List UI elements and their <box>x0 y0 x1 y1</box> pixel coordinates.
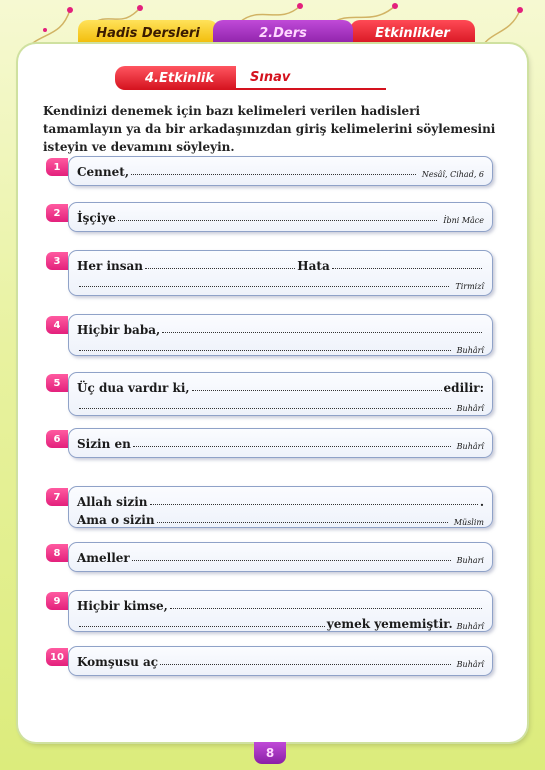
fill-in-item[interactable] <box>68 542 493 572</box>
fill-in-item[interactable] <box>68 156 493 186</box>
answer-blank[interactable] <box>133 446 451 447</box>
answer-blank[interactable] <box>332 268 482 269</box>
item-number: 2 <box>46 204 68 222</box>
item-source: Buhârî <box>456 442 484 451</box>
answer-blank[interactable] <box>157 522 448 523</box>
tab-ders[interactable]: 2.Ders <box>213 20 353 46</box>
answer-blank[interactable] <box>132 560 451 561</box>
instructions-text: Kendinizi denemek için bazı kelimeleri verilen hadisleri tamamlayın ya da bir arkadaşınızdan giriş kelimelerini söylemesini isteyin ve devamını söyleyin. <box>43 104 496 154</box>
fill-in-item[interactable] <box>68 372 493 416</box>
answer-blank[interactable] <box>79 626 325 627</box>
item-number: 9 <box>46 592 68 610</box>
answer-blank[interactable] <box>145 268 295 269</box>
item-end: . <box>479 495 484 509</box>
activity-badge: 4.Etkinlik <box>115 66 236 90</box>
item-source: Tirmizî <box>455 282 484 291</box>
answer-blank[interactable] <box>79 286 449 287</box>
activity-heading <box>115 66 386 90</box>
fill-in-item[interactable] <box>68 202 493 232</box>
fill-in-item[interactable] <box>68 428 493 458</box>
answer-blank[interactable] <box>118 220 437 221</box>
fill-in-item[interactable] <box>68 590 493 632</box>
item-prompt: Allah sizin <box>77 495 148 509</box>
answer-blank[interactable] <box>79 408 451 409</box>
answer-blank[interactable] <box>79 350 451 351</box>
page-number: 8 <box>254 742 286 764</box>
item-source: İbni Mâce <box>443 216 484 225</box>
item-source: Buhârî <box>456 622 484 631</box>
item-prompt: Üç dua vardır ki, <box>77 381 190 395</box>
item-source: Nesâî, Cihad, 6 <box>421 170 484 179</box>
item-prompt: Hiçbir kimse, <box>77 599 168 613</box>
item-source: Buhârî <box>456 346 484 355</box>
answer-blank[interactable] <box>160 664 451 665</box>
tab-hadis-dersleri[interactable]: Hadis Dersleri <box>78 20 218 46</box>
fill-in-item[interactable] <box>68 250 493 296</box>
answer-blank[interactable] <box>131 174 416 175</box>
item-end: edilir: <box>443 381 484 395</box>
fill-in-item[interactable] <box>68 486 493 528</box>
item-prompt: Her insan <box>77 259 144 273</box>
item-number: 10 <box>46 648 68 666</box>
answer-blank[interactable] <box>150 504 478 505</box>
fill-in-item[interactable] <box>68 646 493 676</box>
item-mid: Hata <box>297 259 330 273</box>
item-number: 1 <box>46 158 68 176</box>
item-prompt-2: Ama o sizin <box>77 513 155 527</box>
item-prompt: Hiçbir baba, <box>77 323 161 337</box>
item-number: 6 <box>46 430 68 448</box>
item-source: Buhârî <box>456 660 484 669</box>
item-source: Buhârî <box>456 404 484 413</box>
answer-blank[interactable] <box>170 608 482 609</box>
item-number: 7 <box>46 488 68 506</box>
answer-blank[interactable] <box>192 390 442 391</box>
activity-title: Sınav <box>236 66 386 90</box>
item-prompt: Cennet, <box>77 165 129 179</box>
fill-in-item[interactable] <box>68 314 493 356</box>
tab-etkinlikler[interactable]: Etkinlikler <box>350 20 475 46</box>
item-source: Buhari <box>456 556 484 565</box>
item-source: Müslim <box>453 518 484 527</box>
item-prompt: Sizin en <box>77 437 131 451</box>
item-number: 5 <box>46 374 68 392</box>
item-prompt: Ameller <box>77 551 130 565</box>
item-number: 4 <box>46 316 68 334</box>
answer-blank[interactable] <box>162 332 482 333</box>
item-prompt: İşçiye <box>77 211 116 225</box>
item-prompt: Komşusu aç <box>77 655 159 669</box>
item-number: 3 <box>46 252 68 270</box>
item-number: 8 <box>46 544 68 562</box>
item-end: yemek yememiştir. <box>326 617 453 631</box>
